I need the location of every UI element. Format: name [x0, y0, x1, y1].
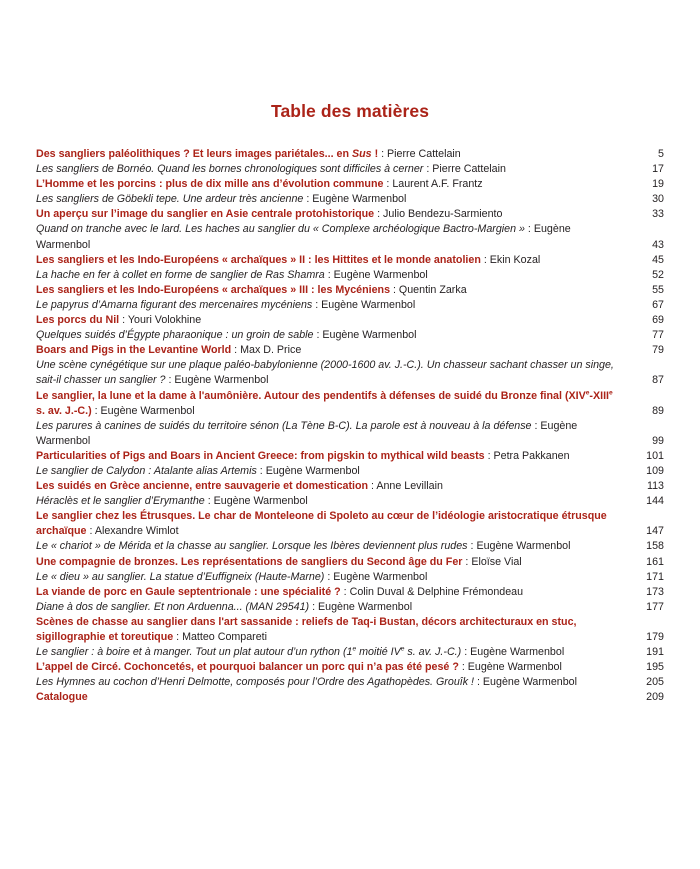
toc-entry[interactable]: [36, 555, 664, 570]
toc-entry[interactable]: [36, 177, 664, 192]
toc-entry-page-number[interactable]: 147: [646, 525, 664, 538]
toc-entry-title: Les parures à canines de suidés du territoire sénon (La Tène B-C). La parole est à nouveau à la défense: [36, 419, 532, 432]
toc-entry-title: Les sangliers et les Indo-Européens « archaïques » II : les Hittites et le monde anatolien: [36, 253, 481, 266]
toc-entry-page-number[interactable]: 5: [658, 148, 664, 160]
toc-entry-author: : Pierre Cattelain: [378, 148, 461, 160]
toc-entry-text: [36, 585, 634, 600]
ordinal-superscript: e: [585, 388, 590, 396]
toc-entry-text: [36, 570, 634, 585]
toc-entry-title: Le « dieu » au sanglier. La statue d’Euffigneix (Haute-Marne): [36, 570, 325, 583]
toc-entry-title: Le sanglier, la lune et la dame à l'aumônière. Autour des pendentifs à défenses de suidé du Bronze final (XIVe-XIIIe s. av. J.-C.): [36, 388, 613, 417]
toc-entry[interactable]: [36, 207, 664, 222]
toc-entry-text: [36, 147, 634, 162]
toc-entry-text: [36, 162, 634, 177]
toc-entry-title: Quand on tranche avec le lard. Les haches au sanglier du « Complexe archéologique Bactro-Margien »: [36, 223, 525, 236]
toc-entry-title: L’appel de Circé. Cochoncetés, et pourquoi balancer un porc qui n’a pas été pesé ?: [36, 661, 459, 674]
toc-entry-text: [36, 449, 634, 464]
toc-entry-title: Un aperçu sur l’image du sanglier en Asie centrale protohistorique: [36, 208, 375, 221]
toc-entry-title: Les porcs du Nil: [36, 314, 120, 327]
toc-entry-author: : Eugène Warmenbol: [467, 540, 571, 553]
toc-entry-text: [36, 464, 634, 479]
toc-entry-text: [36, 177, 634, 192]
toc-entry-title: Le papyrus d’Amarna figurant des mercenaires mycéniens: [36, 298, 313, 311]
toc-entry[interactable]: [36, 222, 664, 252]
toc-entry-page-number[interactable]: 113: [646, 480, 664, 493]
toc-entry-author: : Eugène Warmenbol: [256, 464, 360, 477]
ordinal-superscript: e: [352, 645, 357, 653]
toc-entry-page-number[interactable]: 161: [646, 555, 664, 568]
toc-entry-author: : Eugène Warmenbol: [36, 223, 571, 251]
table-of-contents-list: [36, 147, 664, 705]
toc-entry[interactable]: [36, 358, 664, 388]
toc-entry-author: : Eugène Warmenbol: [204, 495, 308, 508]
toc-entry-page-number[interactable]: 17: [652, 163, 664, 176]
toc-entry-text: [36, 192, 634, 207]
toc-entry-page-number[interactable]: 177: [646, 600, 664, 613]
toc-entry-page-number[interactable]: 205: [646, 676, 664, 689]
toc-entry-title: Une compagnie de bronzes. Les représentations de sangliers du Second âge du Fer: [36, 555, 463, 568]
toc-entry-text: [36, 298, 634, 313]
toc-entry[interactable]: [36, 162, 664, 177]
toc-entry-title: Le sanglier de Calydon : Atalante alias Artemis: [36, 464, 257, 477]
toc-entry-text: [36, 222, 634, 252]
toc-entry[interactable]: [36, 600, 664, 615]
toc-entry-text: [36, 207, 634, 222]
toc-entry-title: Les sangliers de Bornéo. Quand les bornes chronologiques sont difficiles à cerner: [36, 163, 424, 176]
toc-entry[interactable]: [36, 343, 664, 358]
toc-entry-page-number[interactable]: 79: [652, 344, 664, 357]
toc-entry-text: [36, 283, 634, 298]
toc-entry-title: Les sangliers et les Indo-Européens « archaïques » III : les Mycéniens: [36, 283, 391, 296]
toc-entry-title-italic-term: Sus: [352, 148, 372, 160]
toc-entry-author: : Pierre Cattelain: [423, 163, 506, 176]
toc-entry-title: La hache en fer à collet en forme de sanglier de Ras Shamra: [36, 268, 325, 281]
toc-entry[interactable]: [36, 464, 664, 479]
toc-entry-text: [36, 675, 634, 690]
toc-entry-title: Particularities of Pigs and Boars in Ancient Greece: from pigskin to mythical wild beasts: [36, 449, 485, 462]
toc-entry-page-number[interactable]: 89: [652, 404, 664, 417]
toc-entry[interactable]: [36, 570, 664, 585]
toc-entry[interactable]: [36, 494, 664, 509]
toc-entry-title: Les Hymnes au cochon d’Henri Delmotte, composés pour l’Ordre des Agathopèdes. Grouîk !: [36, 676, 475, 689]
toc-entry-page-number[interactable]: 30: [652, 193, 664, 206]
toc-entry[interactable]: [36, 645, 664, 660]
toc-entry-page-number[interactable]: 144: [646, 495, 664, 508]
toc-entry-page-number[interactable]: 19: [652, 178, 664, 191]
toc-entry-author: : Eugène Warmenbol: [303, 193, 407, 206]
toc-entry-author: : Max D. Price: [231, 344, 302, 357]
toc-entry-text: [36, 690, 634, 705]
toc-entry-page-number[interactable]: 87: [652, 374, 664, 387]
page-title: Table des matières: [270, 101, 430, 121]
toc-entry-text: [36, 479, 634, 494]
toc-entry-author: : Matteo Compareti: [173, 631, 268, 643]
toc-entry-author: : Quentin Zarka: [390, 283, 467, 296]
toc-entry-author: : Ekin Kozal: [480, 253, 541, 266]
toc-entry-text: [36, 358, 634, 388]
toc-entry-text: [36, 328, 634, 343]
toc-entry[interactable]: [36, 313, 664, 328]
toc-entry-author: : Anne Levillain: [368, 480, 443, 493]
toc-entry-title: Le « chariot » de Mérida et la chasse au sanglier. Lorsque les Ibères deviennent plus rudes: [36, 540, 468, 553]
toc-entry-page-number[interactable]: 52: [652, 268, 664, 281]
toc-entry[interactable]: [36, 539, 664, 554]
toc-entry-text: [36, 494, 634, 509]
toc-entry-text: [36, 268, 634, 283]
toc-entry[interactable]: [36, 509, 664, 539]
toc-entry-author: : Eugène Warmenbol: [36, 419, 578, 447]
toc-entry-author: : Alexandre Wimlot: [86, 525, 179, 538]
toc-entry-text: [36, 660, 634, 675]
toc-entry-title: L’Homme et les porcins : plus de dix mille ans d’évolution commune: [36, 178, 384, 191]
toc-entry-title: Héraclès et le sanglier d’Erymanthe: [36, 495, 205, 508]
toc-entry-title: Le sanglier chez les Étrusques. Le char de Monteleone di Spoleto au cœur de l’idéologie aristocratique étrusque archaïque: [36, 510, 607, 538]
toc-entry-text: [36, 600, 634, 615]
toc-entry-author: : Eugène Warmenbol: [312, 298, 416, 311]
toc-entry-page-number[interactable]: 33: [652, 208, 664, 221]
toc-entry-page-number[interactable]: 195: [646, 661, 664, 674]
toc-entry[interactable]: [36, 253, 664, 268]
toc-entry-title: Quelques suidés d’Égypte pharaonique : un groin de sable: [36, 329, 314, 342]
toc-entry-page-number[interactable]: 101: [646, 449, 664, 462]
toc-entry-text: [36, 615, 634, 645]
toc-entry-text: [36, 253, 634, 268]
toc-entry-author: : Eugène Warmenbol: [324, 570, 428, 583]
toc-entry-page-number[interactable]: 77: [652, 329, 664, 342]
toc-entry-author: : Eugène Warmenbol: [165, 374, 269, 387]
toc-entry-title: Les suidés en Grèce ancienne, entre sauvagerie et domestication: [36, 480, 369, 493]
toc-entry[interactable]: [36, 690, 664, 705]
toc-entry-title: Les sangliers de Göbekli tepe. Une ardeur très ancienne: [36, 193, 304, 206]
toc-entry-author: : Laurent A.F. Frantz: [383, 178, 483, 191]
toc-entry[interactable]: [36, 328, 664, 343]
toc-entry-page-number[interactable]: 99: [652, 434, 664, 447]
toc-entry-title: Une scène cynégétique sur une plaque paléo-babylonienne (2000-1600 av. J.-C.). Un chasseur sachant chasser un singe, sait-il chasser un sanglier ?: [36, 359, 614, 387]
toc-entry-page-number[interactable]: 55: [652, 283, 664, 296]
toc-entry-text: [36, 539, 634, 554]
toc-entry-page-number[interactable]: 209: [646, 691, 664, 704]
toc-entry[interactable]: [36, 479, 664, 494]
toc-entry-title: La viande de porc en Gaule septentrionale : une spécialité ?: [36, 585, 341, 598]
toc-entry-title: Scènes de chasse au sanglier dans l'art sassanide : reliefs de Taq-i Bustan, décors architecturaux en stuc, sigillographie et toreutique: [36, 615, 577, 643]
toc-entry-text: [36, 555, 634, 570]
toc-entry-author: : Youri Volokhine: [119, 314, 202, 327]
toc-entry-text: [36, 343, 634, 358]
toc-entry-title: Catalogue: [36, 691, 88, 704]
toc-entry-text: [36, 313, 634, 328]
toc-entry-title: Boars and Pigs in the Levantine World: [36, 344, 232, 357]
toc-entry-author: : Eugène Warmenbol: [91, 404, 195, 417]
toc-entry[interactable]: [36, 615, 664, 645]
toc-entry-page-number[interactable]: 158: [646, 540, 664, 553]
toc-entry-author: : Eugène Warmenbol: [313, 329, 417, 342]
toc-entry[interactable]: [36, 660, 664, 675]
toc-entry-page-number[interactable]: 43: [652, 238, 664, 251]
toc-entry-text: [36, 419, 634, 449]
toc-entry-author: : Julio Bendezu-Sarmiento: [374, 208, 503, 221]
toc-entry-author: : Colin Duval & Delphine Frémondeau: [340, 585, 524, 598]
toc-entry[interactable]: [36, 449, 664, 464]
toc-entry-title: Diane à dos de sanglier. Et non Arduenna... (MAN 29541): [36, 600, 310, 613]
toc-entry[interactable]: [36, 283, 664, 298]
toc-entry-author: : Eugène Warmenbol: [458, 661, 562, 674]
toc-entry-page-number[interactable]: 69: [652, 314, 664, 327]
toc-entry-title: Le sanglier : à boire et à manger. Tout un plat autour d’un rython (1e moitié IVe s. av. J.-C.): [36, 645, 462, 659]
toc-entry-page-number[interactable]: 179: [646, 631, 664, 643]
toc-entry-page-number[interactable]: 191: [646, 646, 664, 659]
toc-entry[interactable]: [36, 389, 664, 419]
toc-entry[interactable]: [36, 419, 664, 449]
ordinal-superscript: e: [400, 645, 405, 653]
toc-entry-author: : Eugène Warmenbol: [324, 268, 428, 281]
toc-entry-page-number[interactable]: 173: [646, 585, 664, 598]
toc-entry[interactable]: [36, 192, 664, 207]
toc-entry[interactable]: [36, 268, 664, 283]
toc-entry[interactable]: [36, 147, 664, 162]
toc-entry-page-number[interactable]: 67: [652, 298, 664, 311]
toc-entry[interactable]: [36, 585, 664, 600]
toc-entry-text: [36, 389, 634, 419]
toc-entry-author: : Eloïse Vial: [462, 555, 522, 568]
toc-entry-page-number[interactable]: 109: [646, 464, 664, 477]
toc-entry-author: : Eugène Warmenbol: [309, 600, 413, 613]
toc-entry-page-number[interactable]: 45: [652, 253, 664, 266]
toc-entry[interactable]: [36, 675, 664, 690]
toc-entry-title: Des sangliers paléolithiques ? Et leurs images pariétales... en Sus !: [36, 148, 379, 160]
toc-entry-text: [36, 509, 634, 539]
toc-entry-author: : Eugène Warmenbol: [474, 676, 577, 689]
toc-entry-page-number[interactable]: 171: [646, 570, 664, 583]
toc-entry-text: [36, 645, 634, 660]
toc-entry[interactable]: [36, 298, 664, 313]
toc-entry-author: : Eugène Warmenbol: [461, 646, 565, 659]
ordinal-superscript: e: [609, 388, 613, 396]
toc-entry-author: : Petra Pakkanen: [484, 449, 570, 462]
